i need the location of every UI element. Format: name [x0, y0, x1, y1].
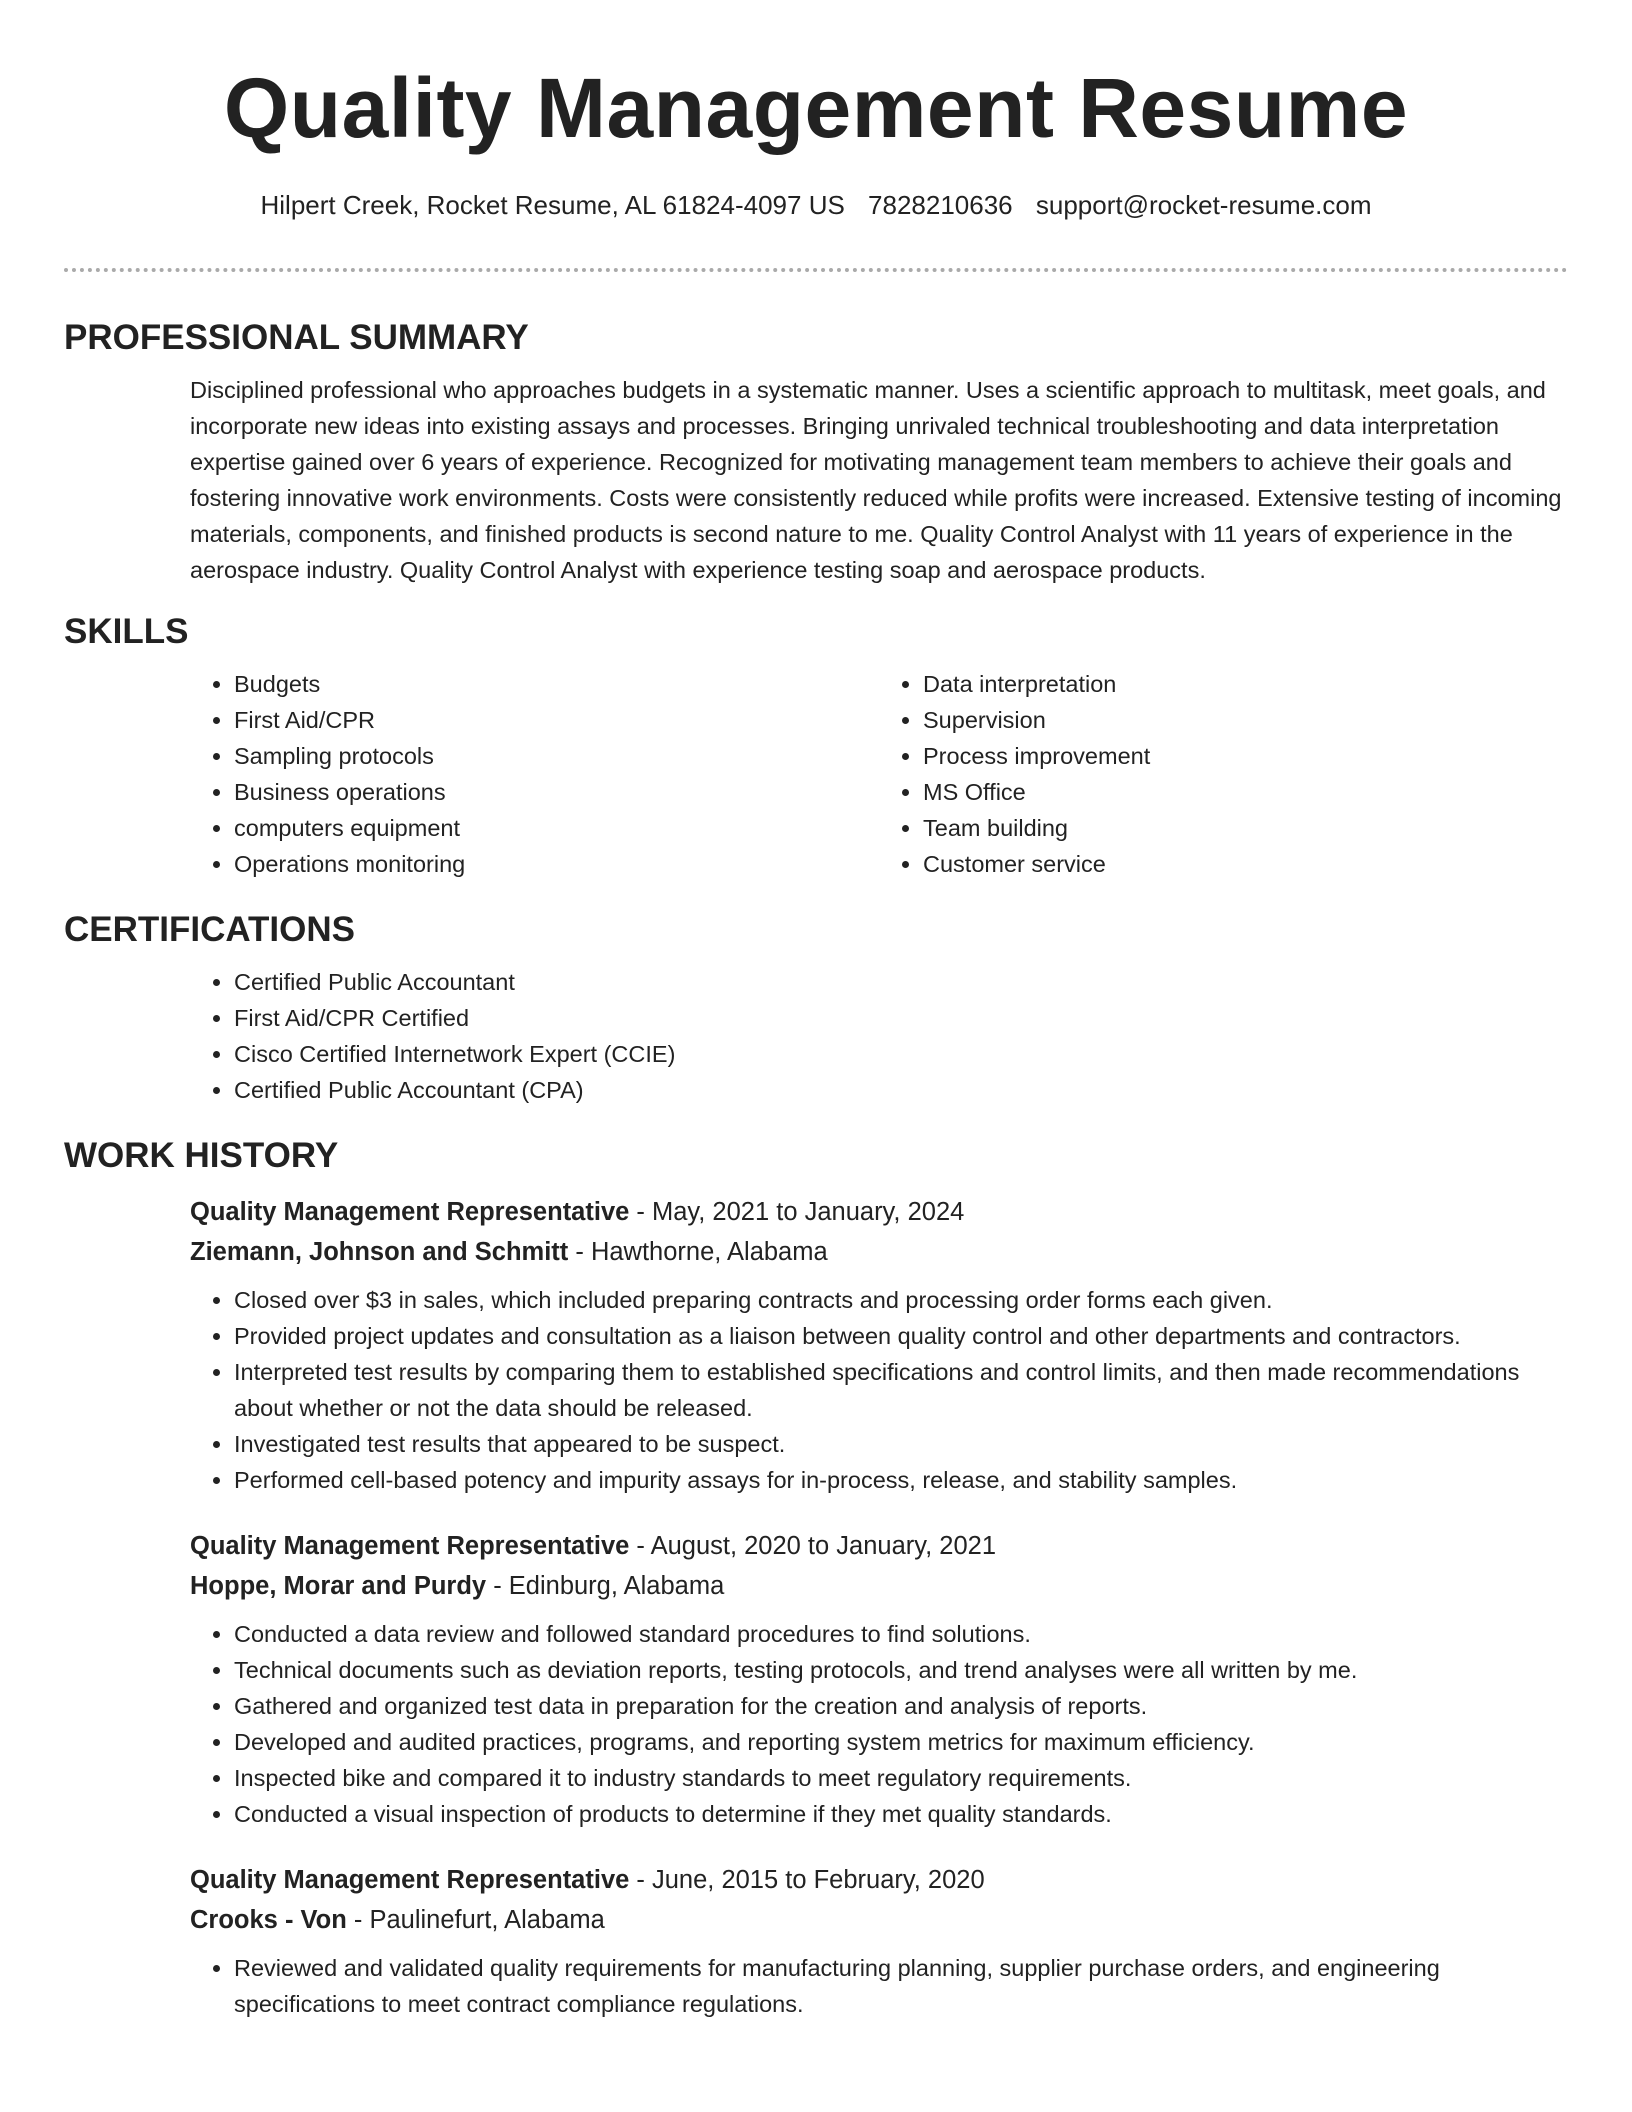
skill-item: • MS Office	[923, 774, 1568, 810]
certifications-heading: CERTIFICATIONS	[64, 910, 356, 949]
job-entry	[190, 1526, 1568, 1832]
job-duty-item: • Interpreted test results by comparing them to established specifications and control limits, and then made recommendations about whether or not the data should be released.	[234, 1354, 1568, 1426]
summary-text: Disciplined professional who approaches budgets in a systematic manner. Uses a scientific approach to multitask, meet goals, and incorporate new ideas into existing assays and processes. Bringing unrivaled technical troubleshooting and data interpretation expertise gained over 6 years of experience. Recognized for motivating management team members to achieve their goals and fostering innovative work environments. Costs were consistently reduced while profits were increased. Extensive testing of incoming materials, components, and finished products is second nature to me. Quality Control Analyst with 11 years of experience in the aerospace industry. Quality Control Analyst with experience testing soap and aerospace products.	[190, 377, 1562, 583]
job-duty-item: • Technical documents such as deviation reports, testing protocols, and trend analyses were all written by me.	[234, 1652, 1568, 1688]
job-duty-item: • Gathered and organized test data in preparation for the creation and analysis of reports.	[234, 1688, 1568, 1724]
job-title-line	[190, 1526, 1568, 1566]
job-location: - Edinburg, Alabama	[486, 1572, 725, 1600]
job-company: Crooks - Von	[190, 1906, 347, 1934]
job-location: - Paulinefurt, Alabama	[346, 1906, 605, 1934]
skills-grid	[190, 666, 1568, 882]
job-company: Hoppe, Morar and Purdy	[190, 1572, 487, 1600]
job-title: Quality Management Representative	[190, 1866, 630, 1894]
job-duty-item: • Inspected bike and compared it to industry standards to meet regulatory requirements.	[234, 1760, 1568, 1796]
certification-item: • Certified Public Accountant	[234, 964, 1568, 1000]
skills-list-left	[190, 666, 879, 882]
skill-item: • Supervision	[923, 702, 1568, 738]
skill-item: • Business operations	[234, 774, 879, 810]
summary-heading: PROFESSIONAL SUMMARY	[64, 318, 529, 357]
job-duty-item: • Conducted a data review and followed standard procedures to find solutions.	[234, 1616, 1568, 1652]
contact-email: support@rocket-resume.com	[1035, 190, 1372, 220]
contact-line	[64, 188, 1568, 222]
job-entry	[190, 1860, 1568, 2022]
job-title-line	[190, 1860, 1568, 1900]
resume-title: Quality Management Resume	[223, 61, 1409, 155]
skill-item: • Customer service	[923, 846, 1568, 882]
work-history-heading: WORK HISTORY	[64, 1136, 339, 1175]
job-company: Ziemann, Johnson and Schmitt	[190, 1238, 569, 1266]
skill-item: • Sampling protocols	[234, 738, 879, 774]
job-location: - Hawthorne, Alabama	[568, 1238, 828, 1266]
skill-item: • First Aid/CPR	[234, 702, 879, 738]
job-dates: - June, 2015 to February, 2020	[629, 1866, 985, 1894]
job-duty-item: • Provided project updates and consultation as a liaison between quality control and other departments and contractors.	[234, 1318, 1568, 1354]
job-duty-item: • Developed and audited practices, programs, and reporting system metrics for maximum efficiency.	[234, 1724, 1568, 1760]
certification-item: • Certified Public Accountant (CPA)	[234, 1072, 1568, 1108]
job-title: Quality Management Representative	[190, 1532, 630, 1560]
contact-phone: 7828210636	[868, 190, 1013, 220]
job-duty-item: • Investigated test results that appeared to be suspect.	[234, 1426, 1568, 1462]
job-company-line	[190, 1232, 1568, 1272]
job-title-line	[190, 1192, 1568, 1232]
skill-item: • Process improvement	[923, 738, 1568, 774]
skills-list-right	[879, 666, 1568, 882]
job-dates: - May, 2021 to January, 2024	[629, 1198, 965, 1226]
job-dates: - August, 2020 to January, 2021	[629, 1532, 997, 1560]
job-title: Quality Management Representative	[190, 1198, 630, 1226]
job-duty-item: • Closed over $3 in sales, which included preparing contracts and processing order forms each given.	[234, 1282, 1568, 1318]
job-duties-list	[190, 1282, 1568, 1498]
job-duties-list	[190, 1616, 1568, 1832]
job-company-line	[190, 1900, 1568, 1940]
job-duty-item: • Conducted a visual inspection of products to determine if they met quality standards.	[234, 1796, 1568, 1832]
skill-item: • Team building	[923, 810, 1568, 846]
header-divider	[64, 268, 1568, 272]
certification-item: • Cisco Certified Internetwork Expert (CCIE)	[234, 1036, 1568, 1072]
skill-item: • Data interpretation	[923, 666, 1568, 702]
job-entry	[190, 1192, 1568, 1498]
certification-item: • First Aid/CPR Certified	[234, 1000, 1568, 1036]
contact-address: Hilpert Creek, Rocket Resume, AL 61824-4097 US	[260, 190, 845, 220]
skill-item: • Operations monitoring	[234, 846, 879, 882]
job-company-line	[190, 1566, 1568, 1606]
skills-heading: SKILLS	[64, 612, 189, 651]
job-duties-list	[190, 1950, 1568, 2022]
certifications-list	[190, 964, 1568, 1108]
job-duty-item: • Performed cell-based potency and impurity assays for in-process, release, and stability samples.	[234, 1462, 1568, 1498]
job-duty-item: • Reviewed and validated quality requirements for manufacturing planning, supplier purchase orders, and engineering specifications to meet contract compliance regulations.	[234, 1950, 1568, 2022]
skill-item: • computers equipment	[234, 810, 879, 846]
skill-item: • Budgets	[234, 666, 879, 702]
